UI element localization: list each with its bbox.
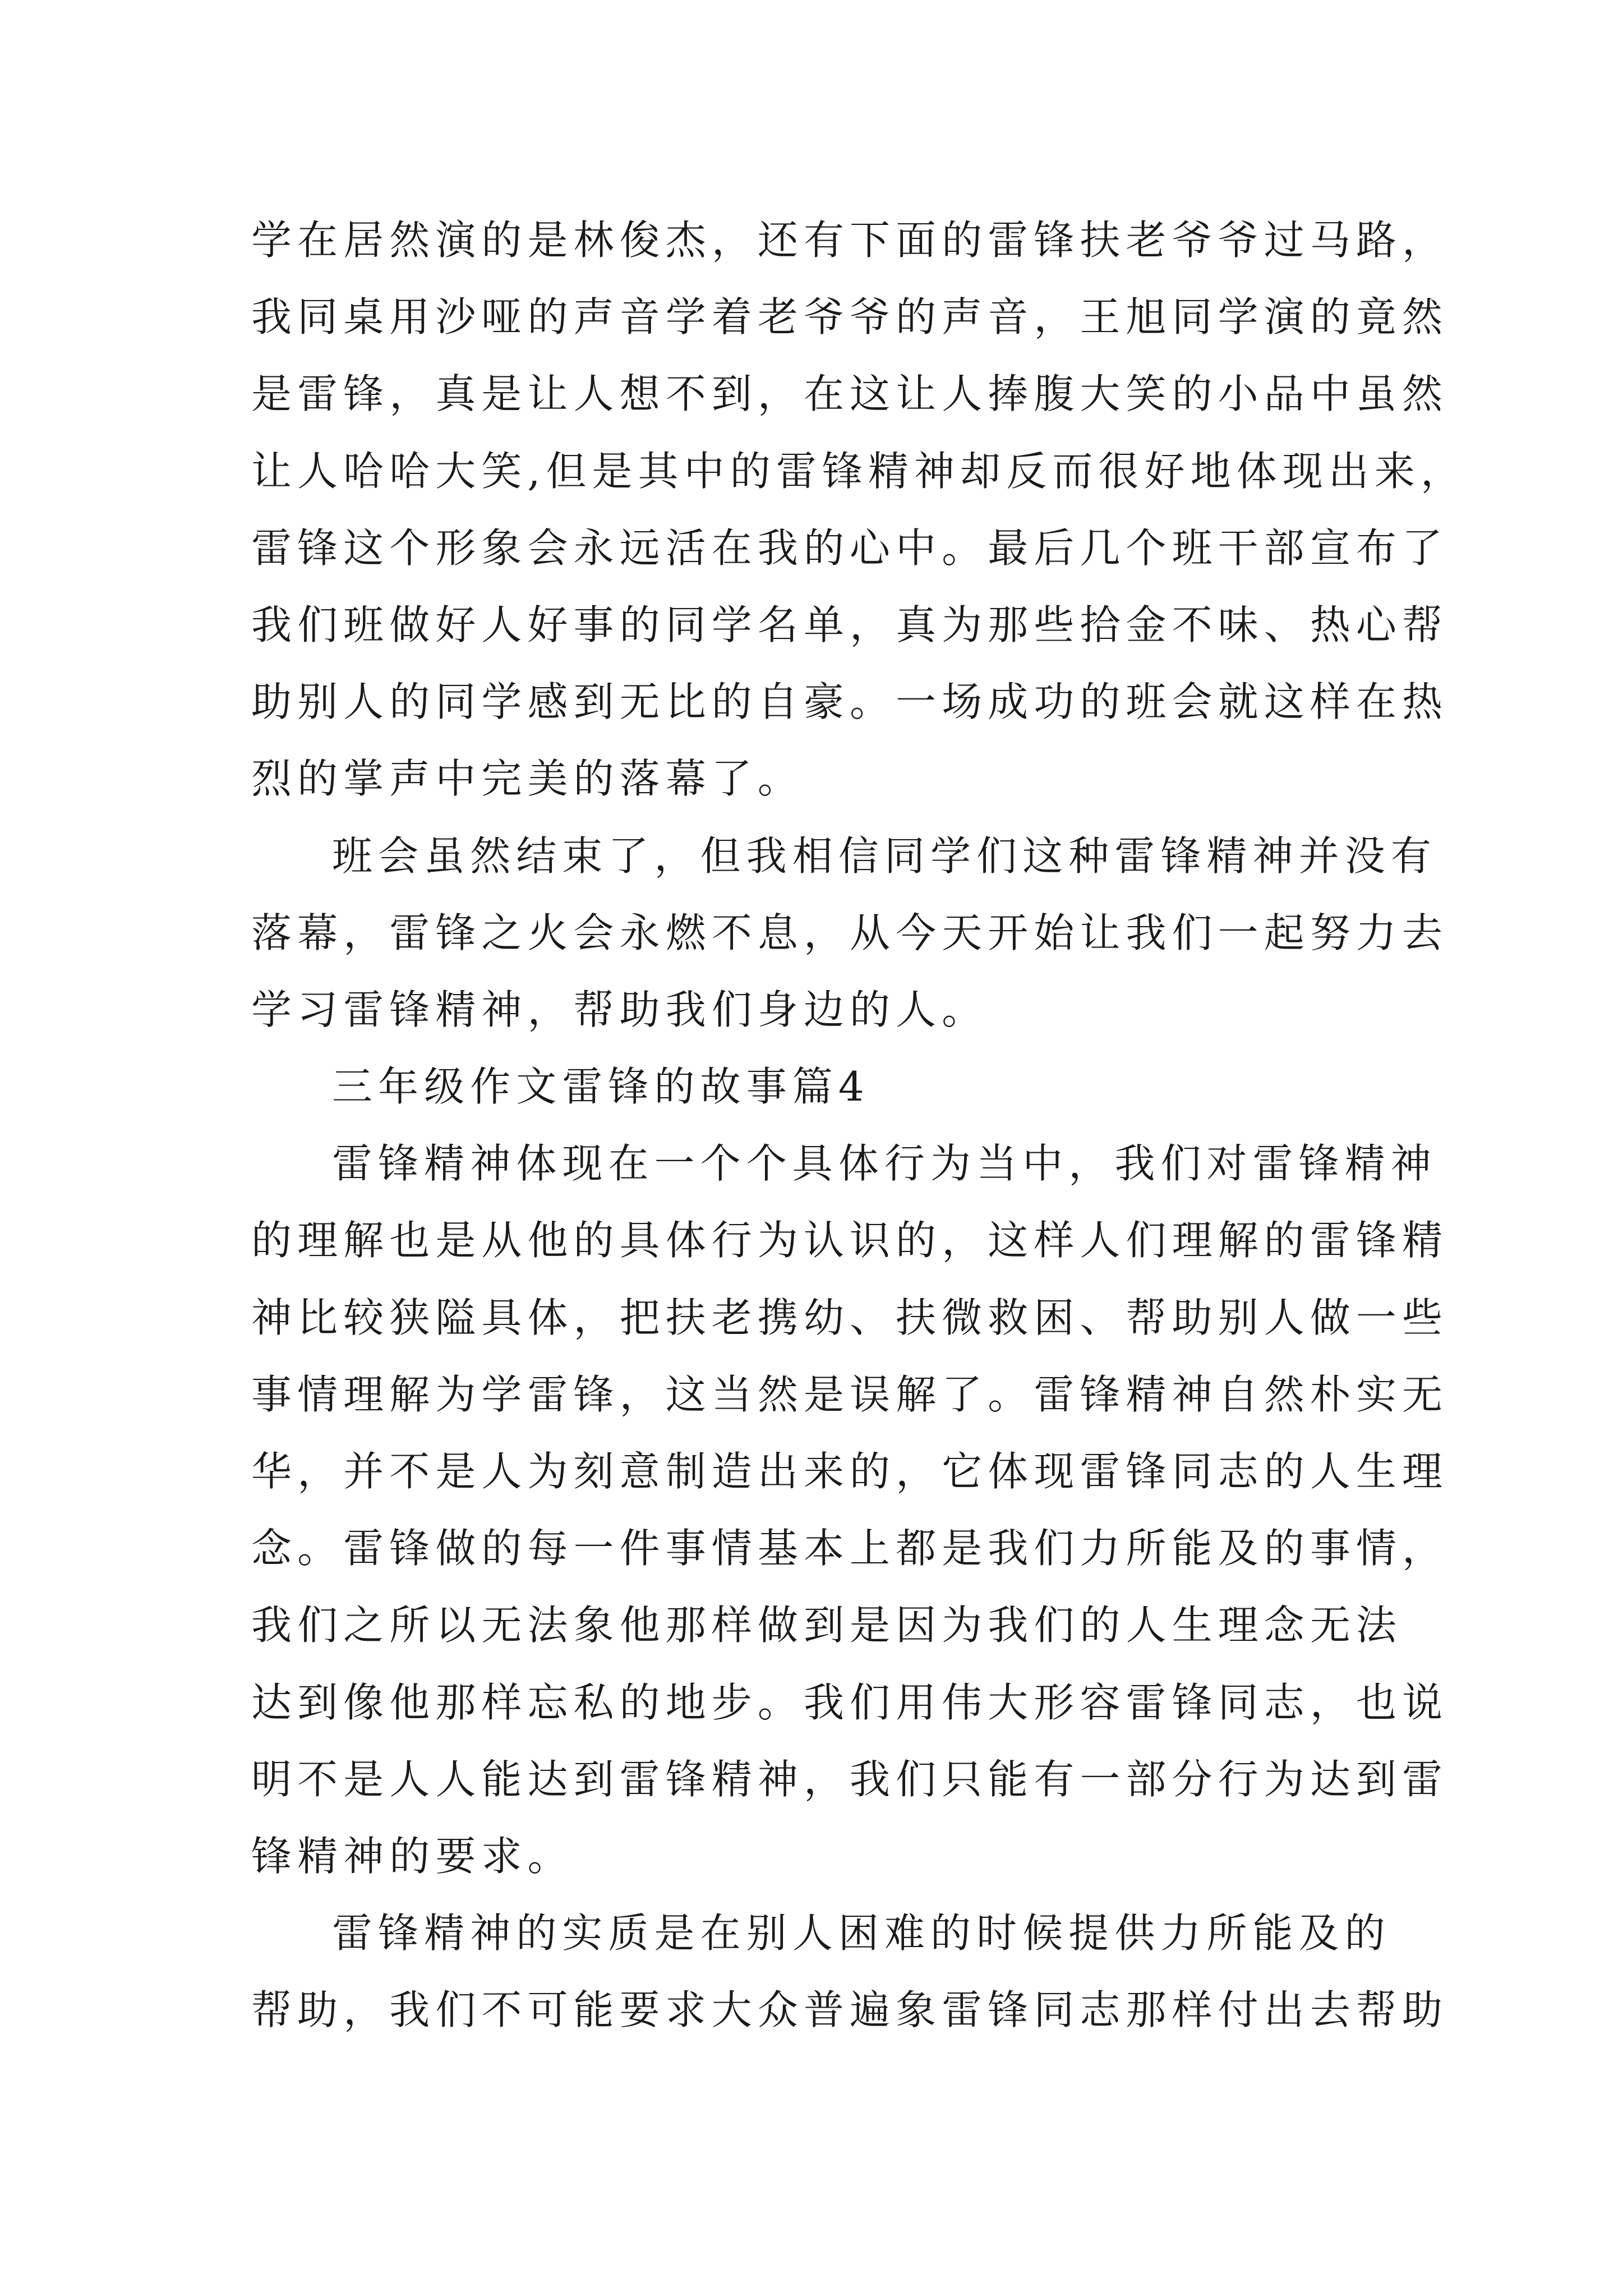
- section-heading: [251, 1048, 1378, 1125]
- text-line: 达到像他那样忘私的地步。我们用伟大形容雷锋同志，也说: [251, 1678, 1449, 1726]
- document-body: [251, 202, 1467, 2049]
- paragraph-3: [251, 1125, 1449, 1895]
- text-line: 是雷锋，真是让人想不到，在这让人捧腹大笑的小品中虽然: [251, 370, 1449, 418]
- text-line: 落幕，雷锋之火会永燃不息，从今天开始让我们一起努力去: [251, 909, 1449, 956]
- text-line: 神比较狭隘具体，把扶老携幼、扶微救困、帮助别人做一些: [251, 1294, 1449, 1341]
- text-line: 我们班做好人好事的同学名单，真为那些拾金不味、热心帮: [251, 601, 1449, 648]
- text-line: 雷锋精神的实质是在别人困难的时候提供力所能及的: [332, 1910, 1391, 1957]
- text-line: 我同桌用沙哑的声音学着老爷爷的声音，王旭同学演的竟然: [251, 293, 1449, 341]
- paragraph-2: [251, 818, 1449, 1049]
- paragraph-1: [251, 202, 1467, 818]
- paragraph-4: [251, 1895, 1449, 2049]
- text-line: 明不是人人能达到雷锋精神，我们只能有一部分行为达到雷: [251, 1755, 1449, 1803]
- text-line: 事情理解为学雷锋，这当然是误解了。雷锋精神自然朴实无: [251, 1370, 1449, 1418]
- text-line: 学习雷锋精神，帮助我们身边的人。: [251, 986, 988, 1033]
- text-line: 学在居然演的是林俊杰，还有下面的雷锋扶老爷爷过马路，: [251, 217, 1449, 264]
- text-line: 烈的掌声中完美的落幕了。: [251, 755, 804, 803]
- text-line: 锋精神的要求。: [251, 1832, 574, 1880]
- text-line: 让人哈哈大笑,但是其中的雷锋精神却反而很好地体现出来，: [251, 447, 1467, 495]
- text-line: 念。雷锋做的每一件事情基本上都是我们力所能及的事情，: [251, 1525, 1449, 1572]
- text-line: 的理解也是从他的具体行为认识的，这样人们理解的雷锋精: [251, 1217, 1449, 1264]
- text-line: 助别人的同学感到无比的自豪。一场成功的班会就这样在热: [251, 678, 1449, 726]
- text-line: 雷锋这个形象会永远活在我的心中。最后几个班干部宣布了: [251, 524, 1449, 572]
- text-line: 华，并不是人为刻意制造出来的，它体现雷锋同志的人生理: [251, 1448, 1449, 1495]
- text-line: 帮助，我们不可能要求大众普遍象雷锋同志那样付出去帮助: [251, 1986, 1449, 2034]
- text-line: 我们之所以无法象他那样做到是因为我们的人生理念无法: [251, 1602, 1403, 1649]
- text-line: 班会虽然结束了，但我相信同学们这种雷锋精神并没有: [332, 832, 1437, 880]
- text-line: 雷锋精神体现在一个个具体行为当中，我们对雷锋精神: [332, 1140, 1437, 1188]
- heading-text: 三年级作文雷锋的故事篇4: [332, 1063, 870, 1111]
